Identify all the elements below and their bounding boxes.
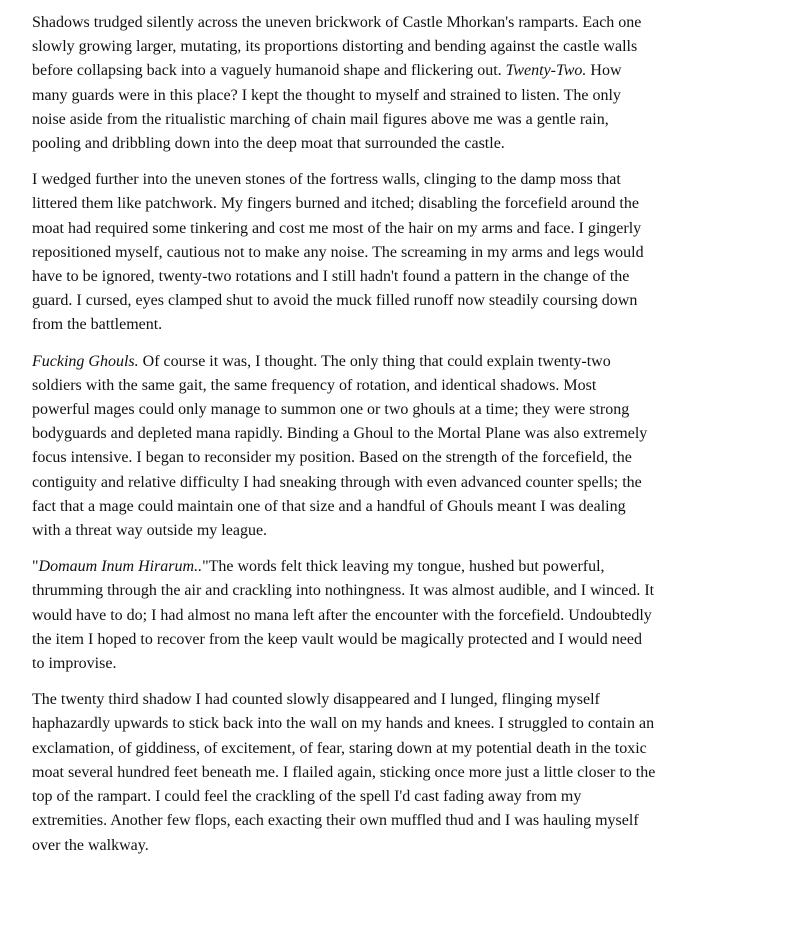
text-line [32, 628, 783, 652]
text-line [32, 192, 783, 216]
text-line [32, 422, 783, 446]
text-run: powerful mages could only manage to summon one or two ghouls at a time; they were strong [32, 401, 630, 419]
text-run: have to be ignored, twenty-two rotations and I still hadn't found a pattern in the change of the [32, 268, 630, 286]
text-run: to improvise. [32, 655, 117, 673]
text-run: with a threat way outside my league. [32, 522, 268, 540]
text-run: noise aside from the ritualistic marching of chain mail figures above me was a gentle rain, [32, 110, 609, 128]
text-line [32, 519, 783, 543]
paragraph-5 [32, 688, 783, 857]
text-line [32, 761, 783, 785]
text-run: before collapsing back into a vaguely humanoid shape and flickering out. [32, 62, 506, 80]
text-line [32, 712, 783, 736]
paragraph-1 [32, 11, 783, 156]
text-run: repositioned myself, cautious not to make any noise. The screaming in my arms and legs would [32, 243, 644, 261]
text-run: fact that a mage could maintain one of that size and a handful of Ghouls meant I was dealing [32, 497, 626, 515]
text-run: the item I hoped to recover from the keep vault would be magically protected and I would need [32, 630, 643, 648]
text-run: " [32, 558, 39, 576]
text-run: thrumming through the air and crackling into nothingness. It was almost audible, and I winced. It [32, 582, 655, 600]
text-line [32, 11, 783, 35]
text-run: bodyguards and depleted mana rapidly. Binding a Ghoul to the Mortal Plane was also extremely [32, 425, 648, 443]
text-run: The twenty third shadow I had counted slowly disappeared and I lunged, flinging myself [32, 691, 600, 709]
text-line [32, 350, 783, 374]
italic-text-run: Twenty-Two. [505, 62, 587, 80]
text-line [32, 313, 783, 337]
text-run: Of course it was, I thought. The only thing that could explain twenty-two [138, 352, 611, 370]
text-run: focus intensive. I began to reconsider my position. Based on the strength of the forcefield, the [32, 449, 632, 467]
italic-text-run: Domaum Inum Hirarum.. [38, 558, 203, 576]
text-line [32, 132, 783, 156]
text-line [32, 35, 783, 59]
text-line [32, 398, 783, 422]
text-line [32, 604, 783, 628]
text-line [32, 168, 783, 192]
text-run: from the battlement. [32, 316, 163, 334]
text-line [32, 289, 783, 313]
text-line [32, 688, 783, 712]
text-run: haphazardly upwards to stick back into the wall on my hands and knees. I struggled to contain an [32, 715, 655, 733]
text-run: many guards were in this place? I kept the thought to myself and strained to listen. The only [32, 86, 621, 104]
text-run: over the walkway. [32, 836, 149, 854]
text-run: Shadows trudged silently across the uneven brickwork of Castle Mhorkan's ramparts. Each one [32, 14, 642, 31]
text-run: contiguity and relative difficulty I had sneaking through with even advanced counter spells; the [32, 473, 642, 491]
text-run: moat several hundred feet beneath me. I flailed again, sticking once more just a little closer to the [32, 763, 656, 781]
text-run: slowly growing larger, mutating, its proportions distorting and bending against the castle walls [32, 38, 638, 56]
text-run: "The words felt thick leaving my tongue, hushed but powerful, [202, 558, 605, 576]
text-run: soldiers with the same gait, the same frequency of rotation, and identical shadows. Most [32, 376, 597, 394]
text-line [32, 265, 783, 289]
text-line [32, 108, 783, 132]
paragraph-2 [32, 168, 783, 337]
text-line [32, 579, 783, 603]
italic-text-run: Fucking Ghouls. [32, 352, 139, 370]
text-line [32, 84, 783, 108]
text-run: extremities. Another few flops, each exacting their own muffled thud and I was hauling myself [32, 812, 639, 830]
text-line [32, 446, 783, 470]
text-line [32, 59, 783, 83]
text-line [32, 374, 783, 398]
text-line [32, 495, 783, 519]
text-run: exclamation, of giddiness, of excitement, of fear, staring down at my potential death in the toxic [32, 739, 647, 757]
text-run: moat had required some tinkering and cost me most of the hair on my arms and face. I gingerly [32, 219, 642, 237]
text-line [32, 652, 783, 676]
text-run: guard. I cursed, eyes clamped shut to avoid the muck filled runoff now steadily coursing down [32, 292, 638, 310]
text-line [32, 471, 783, 495]
text-line [32, 555, 783, 579]
paragraph-4 [32, 555, 783, 676]
text-line [32, 834, 783, 858]
text-line [32, 785, 783, 809]
text-run: pooling and dribbling down into the deep moat that surrounded the castle. [32, 135, 505, 153]
text-run: would have to do; I had almost no mana left after the encounter with the forcefield. Undoubtedly [32, 606, 652, 624]
text-line [32, 241, 783, 265]
text-run: top of the rampart. I could feel the crackling of the spell I'd cast fading away from my [32, 788, 582, 806]
text-line [32, 737, 783, 761]
text-line [32, 217, 783, 241]
text-run: How [586, 62, 622, 80]
paragraph-3 [32, 350, 783, 544]
text-run: I wedged further into the uneven stones of the fortress walls, clinging to the damp moss that [32, 171, 621, 189]
text-run: littered them like patchwork. My fingers burned and itched; disabling the forcefield around the [32, 195, 639, 213]
text-line [32, 809, 783, 833]
